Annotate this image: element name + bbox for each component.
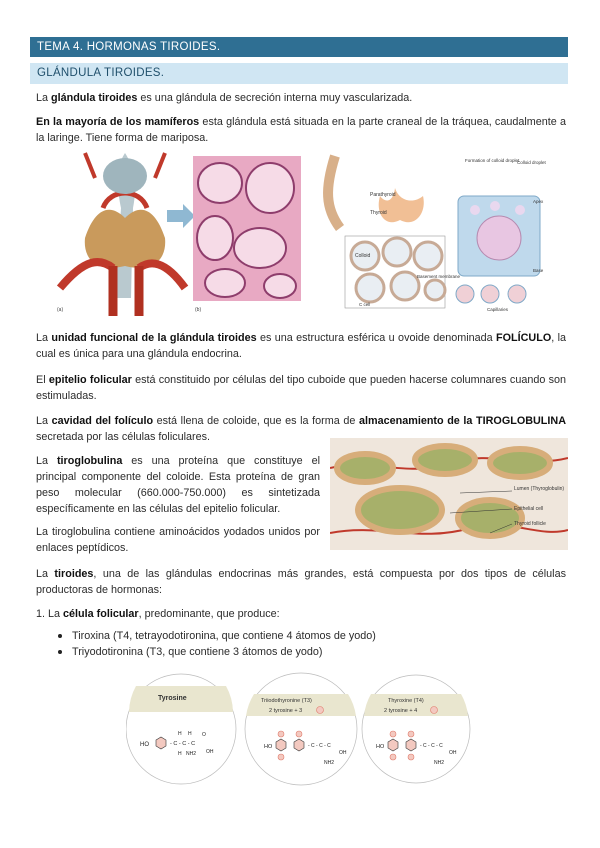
paragraph-7: La tiroglobulina contiene aminoácidos yodados unidos por enlaces peptídicos. [36,526,320,554]
svg-text:Parathyroid: Parathyroid [370,192,396,198]
svg-text:- C - C - C: - C - C - C [420,743,443,749]
svg-text:Formation of colloid droplet: Formation of colloid droplet [465,158,520,163]
svg-text:Thyroid follicle: Thyroid follicle [514,521,546,527]
svg-text:NH2: NH2 [434,760,445,766]
paragraph-1: La glándula tiroides es una glándula de secreción interna muy vascularizada. [36,92,413,104]
svg-text:NH2: NH2 [186,751,197,757]
svg-text:HO: HO [264,744,273,750]
svg-text:H: H [178,751,182,757]
thyroid-hormones-structures-figure [126,672,471,787]
list-item: Tiroxina (T4, tetrayodotironina, que contiene 4 átomos de yodo) [58,628,376,644]
svg-text:H: H [188,731,192,737]
svg-text:OH: OH [206,749,214,755]
svg-text:C cell: C cell [359,302,371,307]
svg-text:- C - C - C: - C - C - C [308,743,331,749]
paragraph-5: La cavidad del folículo está llena de coloide, que es la forma de almacenamiento de la TIROGLOBULINA secretada por las células foliculares. [36,415,567,443]
svg-text:Triiodothyronine (T3): Triiodothyronine (T3) [261,698,312,704]
thyroid-follicle-figure [330,438,568,550]
section-title: GLÁNDULA TIROIDES. [30,63,568,84]
svg-text:Thyroxine (T4): Thyroxine (T4) [388,698,424,704]
svg-text:Colloid droplet: Colloid droplet [517,160,546,165]
svg-text:HO: HO [376,744,385,750]
svg-text:Apex: Apex [533,199,544,204]
svg-text:(b): (b) [195,307,202,313]
follicle-schematic [328,156,546,312]
svg-text:(a): (a) [57,307,64,313]
svg-text:- C - C - C: - C - C - C [170,741,196,747]
svg-text:Epithelial cell: Epithelial cell [514,506,544,512]
t4-structure [362,675,470,783]
svg-text:OH: OH [339,750,347,756]
t3-structure [245,673,357,785]
paragraph-9: 1. La célula folicular, predominante, que produce: [36,608,280,620]
paragraph-6: La tiroglobulina es una proteína que constituye el principal componente del coloide. Esta proteína de gran peso molecular (660.000-750.000) es sintetizada específicamente en las células del epitelio folicular. [36,455,320,515]
svg-text:Tyrosine: Tyrosine [158,695,187,702]
paragraph-2: En la mayoría de los mamíferos esta glándula está situada en la parte craneal de la tráquea, caudalmente a la laringe. Tiene forma de mariposa. [36,116,566,144]
svg-text:H: H [178,731,182,737]
svg-text:Colloid: Colloid [355,253,371,259]
svg-text:Thyroid: Thyroid [370,210,387,216]
svg-text:Basement membrane: Basement membrane [417,274,461,279]
svg-text:OH: OH [449,750,457,756]
svg-text:Lumen (Thyroglobulin): Lumen (Thyroglobulin) [514,486,565,492]
svg-text:O: O [202,732,206,738]
paragraph-3: La unidad funcional de la glándula tiroides es una estructura esférica u ovoide denominada FOLÍCULO, la cual es única para una glándula endocrina. [36,332,567,360]
histology-micrograph [193,156,301,301]
paragraph-4: El epitelio folicular está constituido por células del tipo cuboide que pueden hacerse columnares cuando son estimuladas. [36,374,566,402]
list-item: Triyodotironina (T3, que contiene 3 átomos de yodo) [58,644,376,660]
hormone-list [58,628,376,660]
paragraph-8: La tiroides, una de las glándulas endocrinas más grandes, está compuesta por dos tipos de células productoras de hormonas: [36,568,566,596]
tyrosine-structure [126,674,236,784]
svg-text:NH2: NH2 [324,760,335,766]
svg-text:2 tyrosine + 4: 2 tyrosine + 4 [384,708,418,714]
svg-text:2 tyrosine + 3: 2 tyrosine + 3 [269,708,303,714]
thyroid-gland-illustration [60,153,185,316]
svg-text:HO: HO [140,742,149,748]
thyroid-anatomy-figure [55,148,560,318]
svg-text:Capillaries: Capillaries [487,307,509,312]
svg-text:Base: Base [533,268,544,273]
chapter-title: TEMA 4. HORMONAS TIROIDES. [30,37,568,57]
